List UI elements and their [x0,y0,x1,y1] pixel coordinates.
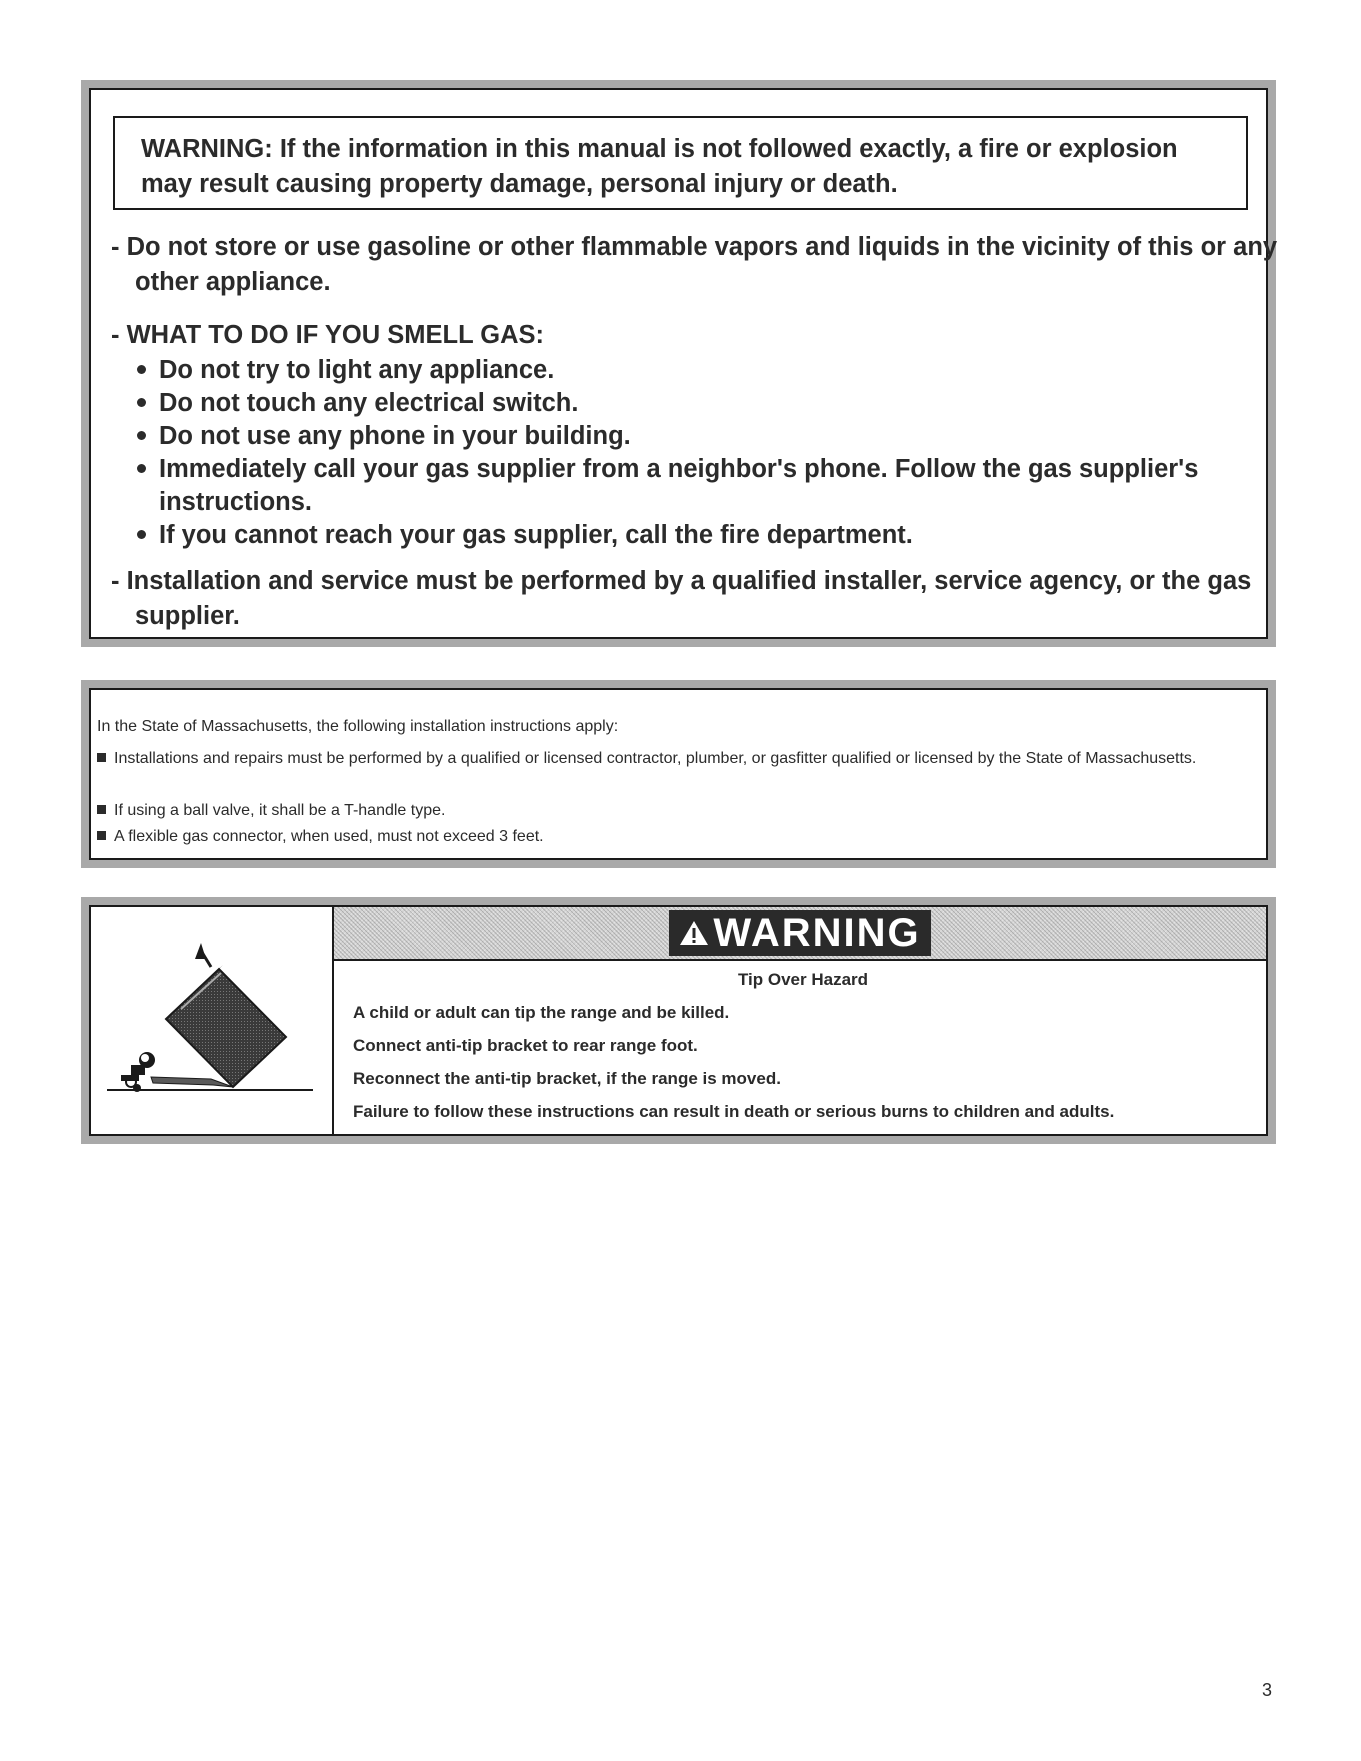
bullet-dot-icon [137,420,159,453]
tip-over-title: Tip Over Hazard [737,970,869,989]
warning-headline: WARNING: If the information in this manual is not followed exactly, a fire or explosion may result causing property damage, personal injury or death. [141,135,1178,198]
bullet-item [137,387,1279,420]
tip-over-line: Reconnect the anti-tip bracket, if the range is moved. [353,1069,781,1088]
smell-gas-heading: - WHAT TO DO IF YOU SMELL GAS: [111,321,545,349]
massachusetts-item [97,746,1269,771]
massachusetts-box [81,680,1276,868]
bullet-dot-icon [137,354,159,387]
warning-label [669,910,930,956]
massachusetts-item [97,824,1269,849]
warning-triangle-icon [679,919,709,947]
tip-over-warning-box [81,897,1276,1144]
massachusetts-intro: In the State of Massachusetts, the following installation instructions apply: [97,718,619,735]
massachusetts-item-text: Installations and repairs must be performed by a qualified or licensed contractor, plumber, or gasfitter qualified or licensed by the State of Massachusetts. [114,750,1197,767]
bullet-dot-icon [137,387,159,420]
massachusetts-item-text: If using a ball valve, it shall be a T-handle type. [114,802,446,819]
warning-header-bar [334,907,1266,961]
bullet-text: Immediately call your gas supplier from a neighbor's phone. Follow the gas supplier's instructions. [159,455,1199,516]
bullet-dot-icon [137,453,159,486]
square-bullet-icon [97,831,106,840]
square-bullet-icon [97,753,106,762]
bullet-item [137,453,1279,519]
tip-over-line: Failure to follow these instructions can result in death or serious burns to children and adults. [353,1102,1115,1121]
gas-warning-box [81,80,1276,647]
installation-service-item: - Installation and service must be performed by a qualified installer, service agency, or the gas supplier. [111,567,1252,630]
bullet-text: Do not touch any electrical switch. [159,389,579,417]
bullet-text: Do not try to light any appliance. [159,356,555,384]
bullet-item [137,354,1279,387]
tip-over-inner [89,905,1268,1136]
bullet-dot-icon [137,519,159,552]
tipping-range-child-icon [91,907,332,1142]
gas-warning-inner [89,88,1278,639]
tip-over-line: A child or adult can tip the range and be killed. [353,1003,730,1022]
tip-over-illustration-cell [91,907,334,1134]
bullet-item [137,420,1279,453]
warning-headline-frame [113,116,1248,210]
massachusetts-item-text: A flexible gas connector, when used, must not exceed 3 feet. [114,828,544,845]
gasoline-warning-item: - Do not store or use gasoline or other flammable vapors and liquids in the vicinity of this or any other appliance. [111,233,1278,296]
square-bullet-icon [97,805,106,814]
bullet-text: If you cannot reach your gas supplier, call the fire department. [159,521,913,549]
massachusetts-item [97,798,1269,823]
bullet-item [137,519,1279,552]
warning-label-text: WARNING [713,910,921,955]
tip-over-line: Connect anti-tip bracket to rear range foot. [353,1036,698,1055]
massachusetts-inner [89,688,1268,860]
page-number: 3 [1262,1680,1273,1700]
bullet-text: Do not use any phone in your building. [159,422,631,450]
